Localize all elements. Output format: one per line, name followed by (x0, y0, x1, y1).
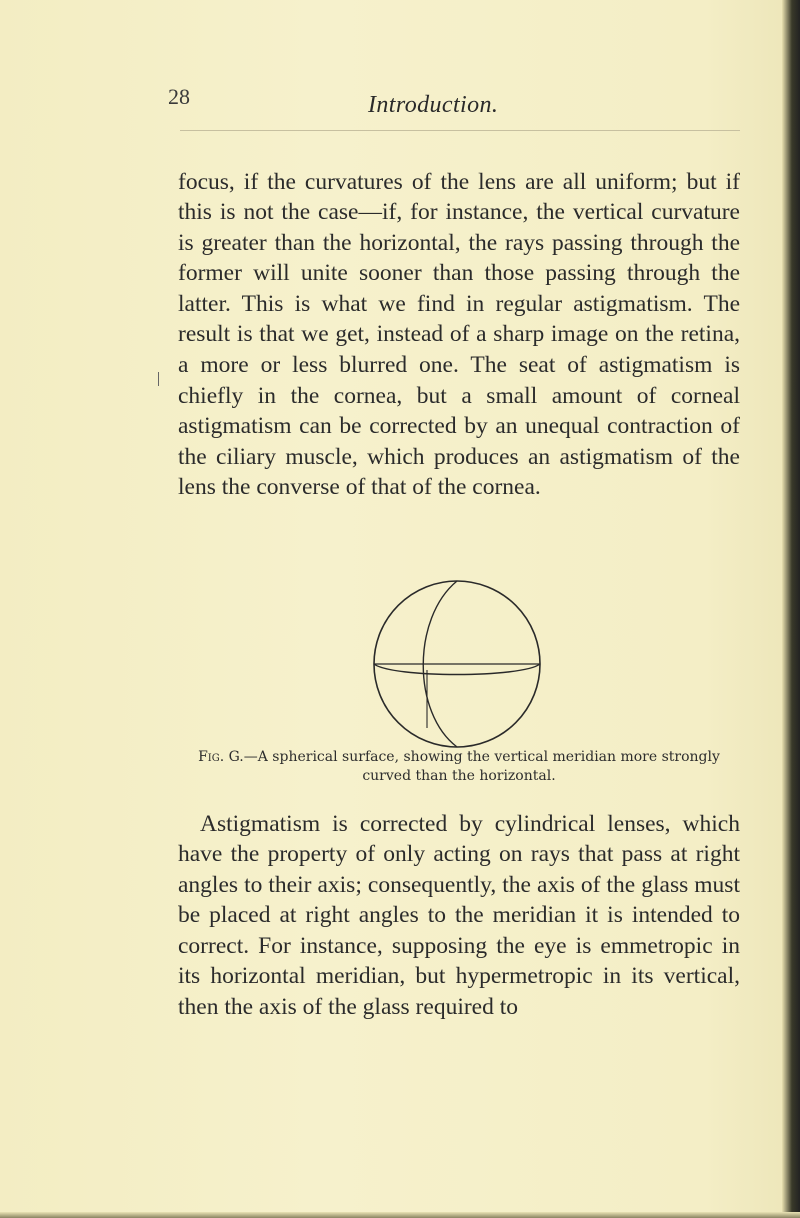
running-head: Introduction. (368, 92, 499, 118)
figure-label: Fig. G. (198, 749, 244, 765)
page-header (0, 82, 800, 126)
figure-spherical-surface (352, 578, 562, 748)
page-number: 28 (168, 84, 190, 109)
paragraph-1: focus, if the curvatures of the lens are all uniform; but if this is not the case—if, for instance, the vertical curvature is greater than the horizontal, the rays passing through the former will unite sooner than those passing through the latter. This is what we find in regular astigmatism. The result is that we get, instead of a sharp image on the retina, a more or less blurred one. The seat of astigmatism is chiefly in the cornea, but a small amount of corneal astigmatism can be corrected by an unequal contraction of the ciliary muscle, which produces an astigmatism of the lens the converse of that of the cornea. (178, 168, 740, 501)
paragraph-2: Astigmatism is corrected by cylindrical lenses, which have the property of only acting on rays that pass at right angles to their axis; consequently, the axis of the glass must be placed at right angles to the meridian it is intended to correct. For instance, supposing the eye is emmetropic in its horizontal meridian, but hypermetropic in its vertical, then the axis of the glass required to (178, 810, 740, 1021)
page-bottom-edge (0, 1212, 800, 1218)
figure-caption-text: —A spherical surface, showing the vertical meridian more strongly curved than the horizontal. (243, 749, 720, 784)
horizontal-meridian (374, 664, 540, 675)
header-rule (180, 130, 740, 131)
figure-caption (178, 748, 740, 786)
page-edge-shadow (782, 0, 800, 1218)
margin-mark (158, 372, 159, 386)
